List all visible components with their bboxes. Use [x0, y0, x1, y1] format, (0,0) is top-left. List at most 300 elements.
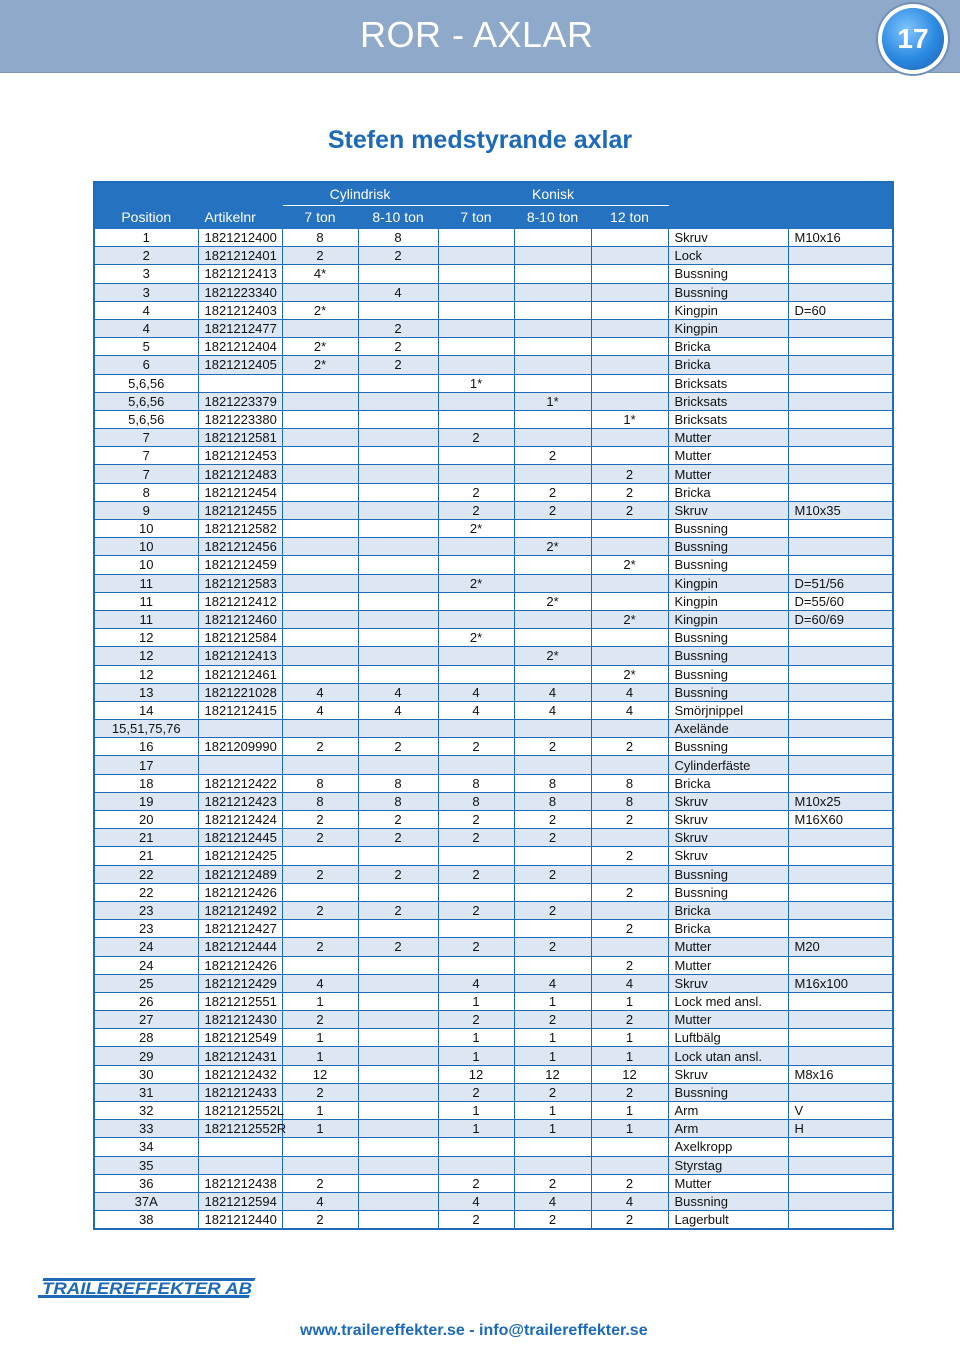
cell-cyl-7ton: 12 — [282, 1065, 358, 1083]
cell-spec — [788, 447, 893, 465]
cell-kon-8-10ton — [514, 883, 591, 901]
table-row — [94, 811, 893, 829]
cell-kon-8-10ton — [514, 283, 591, 301]
cell-spec — [788, 556, 893, 574]
cell-cyl-8-10ton: 2 — [358, 865, 438, 883]
cell-cyl-8-10ton: 8 — [358, 774, 438, 792]
cell-cyl-8-10ton — [358, 574, 438, 592]
cell-position: 1 — [94, 229, 198, 247]
cell-cyl-8-10ton — [358, 1120, 438, 1138]
cell-cyl-8-10ton — [358, 1138, 438, 1156]
cell-kon-12ton: 2 — [591, 1083, 668, 1101]
cell-kon-12ton: 2* — [591, 665, 668, 683]
cell-cyl-8-10ton — [358, 1211, 438, 1230]
cell-spec — [788, 410, 893, 428]
cell-artikelnr: 1821212412 — [198, 592, 282, 610]
cell-spec — [788, 847, 893, 865]
cell-cyl-7ton — [282, 1138, 358, 1156]
cell-cyl-8-10ton — [358, 501, 438, 519]
cell-position: 7 — [94, 429, 198, 447]
cell-kon-7ton: 1 — [438, 992, 514, 1010]
cell-cyl-8-10ton — [358, 429, 438, 447]
cell-kon-7ton — [438, 338, 514, 356]
cell-cyl-8-10ton — [358, 392, 438, 410]
cell-artikelnr: 1821212584 — [198, 629, 282, 647]
cell-cyl-7ton: 2 — [282, 829, 358, 847]
cell-cyl-7ton — [282, 647, 358, 665]
cell-kon-7ton — [438, 956, 514, 974]
cell-cyl-7ton — [282, 920, 358, 938]
cell-cyl-7ton — [282, 501, 358, 519]
cell-spec: M16X60 — [788, 811, 893, 829]
table-row — [94, 720, 893, 738]
cell-cyl-8-10ton: 4 — [358, 683, 438, 701]
cell-position: 5,6,56 — [94, 392, 198, 410]
cell-kon-12ton: 1 — [591, 1029, 668, 1047]
cell-cyl-8-10ton: 2 — [358, 829, 438, 847]
cell-description: Kingpin — [668, 610, 788, 628]
cell-kon-8-10ton: 1* — [514, 392, 591, 410]
cell-artikelnr: 1821212582 — [198, 520, 282, 538]
cell-kon-8-10ton — [514, 520, 591, 538]
cell-description: Bussning — [668, 265, 788, 283]
cell-kon-8-10ton — [514, 574, 591, 592]
cell-position: 18 — [94, 774, 198, 792]
cell-kon-8-10ton — [514, 610, 591, 628]
column-header-position: Position — [94, 206, 198, 229]
table-row — [94, 356, 893, 374]
cell-description: Skruv — [668, 1065, 788, 1083]
cell-spec — [788, 738, 893, 756]
cell-artikelnr: 1821212401 — [198, 247, 282, 265]
cell-kon-8-10ton — [514, 265, 591, 283]
cell-artikelnr: 1821212551 — [198, 992, 282, 1010]
cell-kon-7ton: 8 — [438, 792, 514, 810]
cell-kon-7ton: 2 — [438, 738, 514, 756]
cell-spec — [788, 374, 893, 392]
table-row — [94, 738, 893, 756]
cell-kon-7ton: 2 — [438, 1211, 514, 1230]
cell-cyl-8-10ton: 2 — [358, 319, 438, 337]
cell-artikelnr — [198, 720, 282, 738]
table-row — [94, 556, 893, 574]
cell-artikelnr: 1821223380 — [198, 410, 282, 428]
cell-description: Bricka — [668, 920, 788, 938]
cell-spec: M10x35 — [788, 501, 893, 519]
cell-position: 27 — [94, 1011, 198, 1029]
cell-spec — [788, 1192, 893, 1210]
cell-spec — [788, 629, 893, 647]
cell-spec — [788, 901, 893, 919]
section-title: Stefen medstyrande axlar — [327, 126, 633, 154]
cell-position: 3 — [94, 265, 198, 283]
table-row — [94, 520, 893, 538]
cell-position: 22 — [94, 865, 198, 883]
cell-position: 14 — [94, 701, 198, 719]
cell-spec — [788, 319, 893, 337]
cell-description: Bussning — [668, 1083, 788, 1101]
cell-kon-12ton — [591, 629, 668, 647]
header-divider — [0, 72, 960, 99]
cell-description: Bussning — [668, 556, 788, 574]
cell-kon-7ton — [438, 756, 514, 774]
cell-kon-7ton — [438, 647, 514, 665]
cell-artikelnr: 1821223379 — [198, 392, 282, 410]
table-row — [94, 938, 893, 956]
cell-position: 13 — [94, 683, 198, 701]
cell-artikelnr: 1821212431 — [198, 1047, 282, 1065]
cell-position: 36 — [94, 1174, 198, 1192]
cell-spec — [788, 992, 893, 1010]
cell-kon-8-10ton — [514, 356, 591, 374]
cell-cyl-7ton: 1 — [282, 992, 358, 1010]
cell-artikelnr: 1821223340 — [198, 283, 282, 301]
cell-cyl-8-10ton — [358, 374, 438, 392]
cell-kon-12ton — [591, 647, 668, 665]
cell-artikelnr: 1821212403 — [198, 301, 282, 319]
cell-position: 23 — [94, 901, 198, 919]
table-row — [94, 283, 893, 301]
cell-cyl-7ton — [282, 374, 358, 392]
cell-cyl-8-10ton: 2 — [358, 938, 438, 956]
cell-kon-8-10ton: 1 — [514, 1120, 591, 1138]
cell-position: 35 — [94, 1156, 198, 1174]
cell-description: Mutter — [668, 447, 788, 465]
cell-position: 12 — [94, 665, 198, 683]
cell-cyl-8-10ton: 2 — [358, 356, 438, 374]
cell-position: 11 — [94, 592, 198, 610]
cell-kon-7ton — [438, 556, 514, 574]
cell-kon-7ton — [438, 465, 514, 483]
cell-kon-8-10ton — [514, 556, 591, 574]
cell-kon-8-10ton — [514, 301, 591, 319]
cell-kon-7ton — [438, 356, 514, 374]
cell-cyl-7ton: 8 — [282, 792, 358, 810]
cell-description: Bussning — [668, 647, 788, 665]
cell-kon-7ton — [438, 265, 514, 283]
cell-position: 38 — [94, 1211, 198, 1230]
cell-kon-12ton: 2 — [591, 883, 668, 901]
cell-position: 7 — [94, 465, 198, 483]
cell-spec — [788, 392, 893, 410]
cell-cyl-8-10ton — [358, 447, 438, 465]
cell-kon-12ton: 2 — [591, 483, 668, 501]
cell-kon-7ton: 1 — [438, 1102, 514, 1120]
cell-kon-8-10ton — [514, 229, 591, 247]
cell-artikelnr: 1821212552L — [198, 1102, 282, 1120]
cell-kon-12ton: 2 — [591, 738, 668, 756]
cell-spec: D=60 — [788, 301, 893, 319]
cell-artikelnr: 1821212415 — [198, 701, 282, 719]
cell-cyl-7ton: 8 — [282, 229, 358, 247]
cell-position: 29 — [94, 1047, 198, 1065]
cell-kon-8-10ton — [514, 374, 591, 392]
cell-cyl-7ton — [282, 538, 358, 556]
cell-spec — [788, 1174, 893, 1192]
cell-position: 12 — [94, 629, 198, 647]
cell-artikelnr: 1821212432 — [198, 1065, 282, 1083]
table-row — [94, 610, 893, 628]
cell-kon-7ton — [438, 319, 514, 337]
cell-cyl-7ton: 2* — [282, 356, 358, 374]
cell-kon-7ton: 1 — [438, 1120, 514, 1138]
cell-kon-7ton: 2 — [438, 429, 514, 447]
cell-spec — [788, 338, 893, 356]
cell-spec — [788, 429, 893, 447]
table-row — [94, 465, 893, 483]
table-row — [94, 1156, 893, 1174]
cell-artikelnr: 1821212422 — [198, 774, 282, 792]
cell-kon-8-10ton: 4 — [514, 974, 591, 992]
cell-cyl-7ton — [282, 319, 358, 337]
cell-kon-12ton: 4 — [591, 701, 668, 719]
cell-cyl-7ton — [282, 847, 358, 865]
cell-position: 25 — [94, 974, 198, 992]
cell-spec — [788, 265, 893, 283]
cell-kon-8-10ton — [514, 338, 591, 356]
page-title: ROR - AXLAR — [360, 14, 594, 55]
cell-cyl-8-10ton — [358, 483, 438, 501]
cell-cyl-7ton — [282, 883, 358, 901]
cell-spec: V — [788, 1102, 893, 1120]
cell-spec — [788, 720, 893, 738]
cell-kon-7ton: 4 — [438, 1192, 514, 1210]
cell-kon-7ton: 2 — [438, 865, 514, 883]
cell-kon-12ton — [591, 429, 668, 447]
cell-kon-7ton: 2 — [438, 901, 514, 919]
table-row — [94, 1011, 893, 1029]
cell-cyl-7ton: 1 — [282, 1029, 358, 1047]
cell-spec: M20 — [788, 938, 893, 956]
cell-kon-12ton: 1 — [591, 1047, 668, 1065]
cell-description: Skruv — [668, 829, 788, 847]
table-row — [94, 1138, 893, 1156]
cell-kon-7ton: 8 — [438, 774, 514, 792]
cell-cyl-7ton: 2 — [282, 901, 358, 919]
cell-position: 2 — [94, 247, 198, 265]
cell-position: 24 — [94, 938, 198, 956]
cell-kon-7ton — [438, 847, 514, 865]
table-row — [94, 1211, 893, 1230]
table-row — [94, 319, 893, 337]
cell-kon-12ton — [591, 829, 668, 847]
cell-cyl-8-10ton — [358, 1102, 438, 1120]
cell-spec: M16x100 — [788, 974, 893, 992]
cell-kon-12ton: 2* — [591, 610, 668, 628]
cell-position: 33 — [94, 1120, 198, 1138]
cell-position: 24 — [94, 956, 198, 974]
cell-artikelnr: 1821212413 — [198, 647, 282, 665]
cell-artikelnr: 1821212405 — [198, 356, 282, 374]
cell-spec: D=60/69 — [788, 610, 893, 628]
cell-kon-12ton — [591, 265, 668, 283]
cell-spec: D=51/56 — [788, 574, 893, 592]
cell-spec — [788, 538, 893, 556]
cell-kon-7ton: 1 — [438, 1047, 514, 1065]
cell-cyl-7ton: 4 — [282, 683, 358, 701]
cell-artikelnr: 1821212461 — [198, 665, 282, 683]
cell-description: Bricksats — [668, 374, 788, 392]
cell-artikelnr: 1821212455 — [198, 501, 282, 519]
cell-position: 19 — [94, 792, 198, 810]
cell-cyl-8-10ton — [358, 592, 438, 610]
table-row — [94, 665, 893, 683]
cell-position: 11 — [94, 574, 198, 592]
cell-kon-7ton: 1 — [438, 1029, 514, 1047]
cell-kon-12ton: 4 — [591, 1192, 668, 1210]
cell-description: Cylinderfäste — [668, 756, 788, 774]
cell-description: Arm — [668, 1102, 788, 1120]
cell-cyl-7ton: 2 — [282, 865, 358, 883]
table-row — [94, 774, 893, 792]
cell-artikelnr: 1821212454 — [198, 483, 282, 501]
cell-cyl-7ton: 2 — [282, 247, 358, 265]
cell-description: Kingpin — [668, 592, 788, 610]
cell-kon-12ton — [591, 520, 668, 538]
cell-position: 15,51,75,76 — [94, 720, 198, 738]
cell-cyl-8-10ton — [358, 1083, 438, 1101]
cell-cyl-7ton — [282, 592, 358, 610]
cell-kon-7ton — [438, 610, 514, 628]
cell-kon-7ton — [438, 301, 514, 319]
cell-kon-8-10ton — [514, 1156, 591, 1174]
cell-kon-7ton: 2* — [438, 629, 514, 647]
cell-kon-7ton — [438, 538, 514, 556]
cell-description: Bussning — [668, 683, 788, 701]
cell-kon-12ton: 4 — [591, 974, 668, 992]
cell-kon-12ton — [591, 592, 668, 610]
cell-description: Bussning — [668, 629, 788, 647]
cell-kon-7ton: 2* — [438, 520, 514, 538]
table-row — [94, 901, 893, 919]
header-blank — [94, 182, 198, 206]
cell-description: Bricka — [668, 338, 788, 356]
cell-kon-8-10ton — [514, 465, 591, 483]
cell-cyl-8-10ton — [358, 756, 438, 774]
cell-kon-12ton: 8 — [591, 792, 668, 810]
page-number: 17 — [897, 23, 929, 54]
cell-position: 32 — [94, 1102, 198, 1120]
cell-kon-8-10ton: 2 — [514, 738, 591, 756]
cell-kon-12ton — [591, 574, 668, 592]
cell-kon-8-10ton — [514, 247, 591, 265]
cell-kon-8-10ton — [514, 665, 591, 683]
cell-cyl-8-10ton — [358, 883, 438, 901]
table-row — [94, 1083, 893, 1101]
cell-cyl-8-10ton: 8 — [358, 229, 438, 247]
table-row — [94, 447, 893, 465]
table-row — [94, 756, 893, 774]
cell-kon-8-10ton: 2 — [514, 501, 591, 519]
cell-description: Smörjnippel — [668, 701, 788, 719]
cell-position: 4 — [94, 319, 198, 337]
cell-spec — [788, 1011, 893, 1029]
cell-artikelnr: 1821212404 — [198, 338, 282, 356]
cell-spec — [788, 483, 893, 501]
cell-cyl-8-10ton — [358, 465, 438, 483]
cell-cyl-8-10ton: 2 — [358, 901, 438, 919]
cell-cyl-7ton: 1 — [282, 1120, 358, 1138]
cell-cyl-7ton: 8 — [282, 774, 358, 792]
cell-position: 28 — [94, 1029, 198, 1047]
cell-cyl-7ton — [282, 520, 358, 538]
table-row — [94, 883, 893, 901]
cell-artikelnr — [198, 374, 282, 392]
cell-position: 22 — [94, 883, 198, 901]
page-number-badge — [882, 8, 944, 70]
cell-kon-12ton: 1* — [591, 410, 668, 428]
cell-position: 34 — [94, 1138, 198, 1156]
cell-description: Skruv — [668, 501, 788, 519]
cell-kon-7ton — [438, 410, 514, 428]
cell-description: Skruv — [668, 229, 788, 247]
cell-artikelnr: 1821212424 — [198, 811, 282, 829]
cell-kon-8-10ton — [514, 756, 591, 774]
cell-kon-8-10ton — [514, 410, 591, 428]
table-row — [94, 974, 893, 992]
cell-kon-7ton: 4 — [438, 701, 514, 719]
cell-description: Bussning — [668, 738, 788, 756]
table-row — [94, 574, 893, 592]
cell-kon-12ton — [591, 283, 668, 301]
cell-description: Lock utan ansl. — [668, 1047, 788, 1065]
cell-cyl-8-10ton — [358, 265, 438, 283]
group-header-cylindrisk: Cylindrisk — [282, 182, 438, 206]
cell-spec — [788, 465, 893, 483]
cell-kon-7ton: 2 — [438, 501, 514, 519]
table-row — [94, 1102, 893, 1120]
cell-cyl-7ton — [282, 1156, 358, 1174]
cell-kon-12ton: 2 — [591, 1174, 668, 1192]
cell-spec — [788, 356, 893, 374]
cell-kon-8-10ton: 8 — [514, 774, 591, 792]
cell-description: Lagerbult — [668, 1211, 788, 1230]
cell-position: 9 — [94, 501, 198, 519]
cell-description: Skruv — [668, 847, 788, 865]
cell-position: 37A — [94, 1192, 198, 1210]
cell-kon-12ton — [591, 938, 668, 956]
cell-cyl-7ton — [282, 392, 358, 410]
cell-position: 5 — [94, 338, 198, 356]
cell-kon-7ton — [438, 720, 514, 738]
cell-kon-8-10ton: 2 — [514, 901, 591, 919]
cell-description: Kingpin — [668, 319, 788, 337]
cell-artikelnr — [198, 1156, 282, 1174]
cell-spec — [788, 883, 893, 901]
cell-kon-8-10ton — [514, 629, 591, 647]
cell-description: Mutter — [668, 465, 788, 483]
cell-artikelnr: 1821212438 — [198, 1174, 282, 1192]
cell-spec — [788, 774, 893, 792]
cell-artikelnr: 1821212400 — [198, 229, 282, 247]
cell-artikelnr: 1821212444 — [198, 938, 282, 956]
cell-kon-7ton — [438, 920, 514, 938]
cell-spec — [788, 865, 893, 883]
cell-cyl-8-10ton — [358, 920, 438, 938]
cell-cyl-8-10ton — [358, 1029, 438, 1047]
cell-description: Skruv — [668, 811, 788, 829]
table-row — [94, 392, 893, 410]
cell-kon-8-10ton — [514, 1138, 591, 1156]
cell-artikelnr: 1821212459 — [198, 556, 282, 574]
cell-cyl-7ton: 2 — [282, 811, 358, 829]
cell-kon-12ton: 1 — [591, 1120, 668, 1138]
cell-cyl-8-10ton — [358, 556, 438, 574]
cell-artikelnr: 1821209990 — [198, 738, 282, 756]
cell-cyl-7ton: 2 — [282, 738, 358, 756]
cell-cyl-7ton — [282, 483, 358, 501]
cell-kon-7ton: 2 — [438, 1011, 514, 1029]
